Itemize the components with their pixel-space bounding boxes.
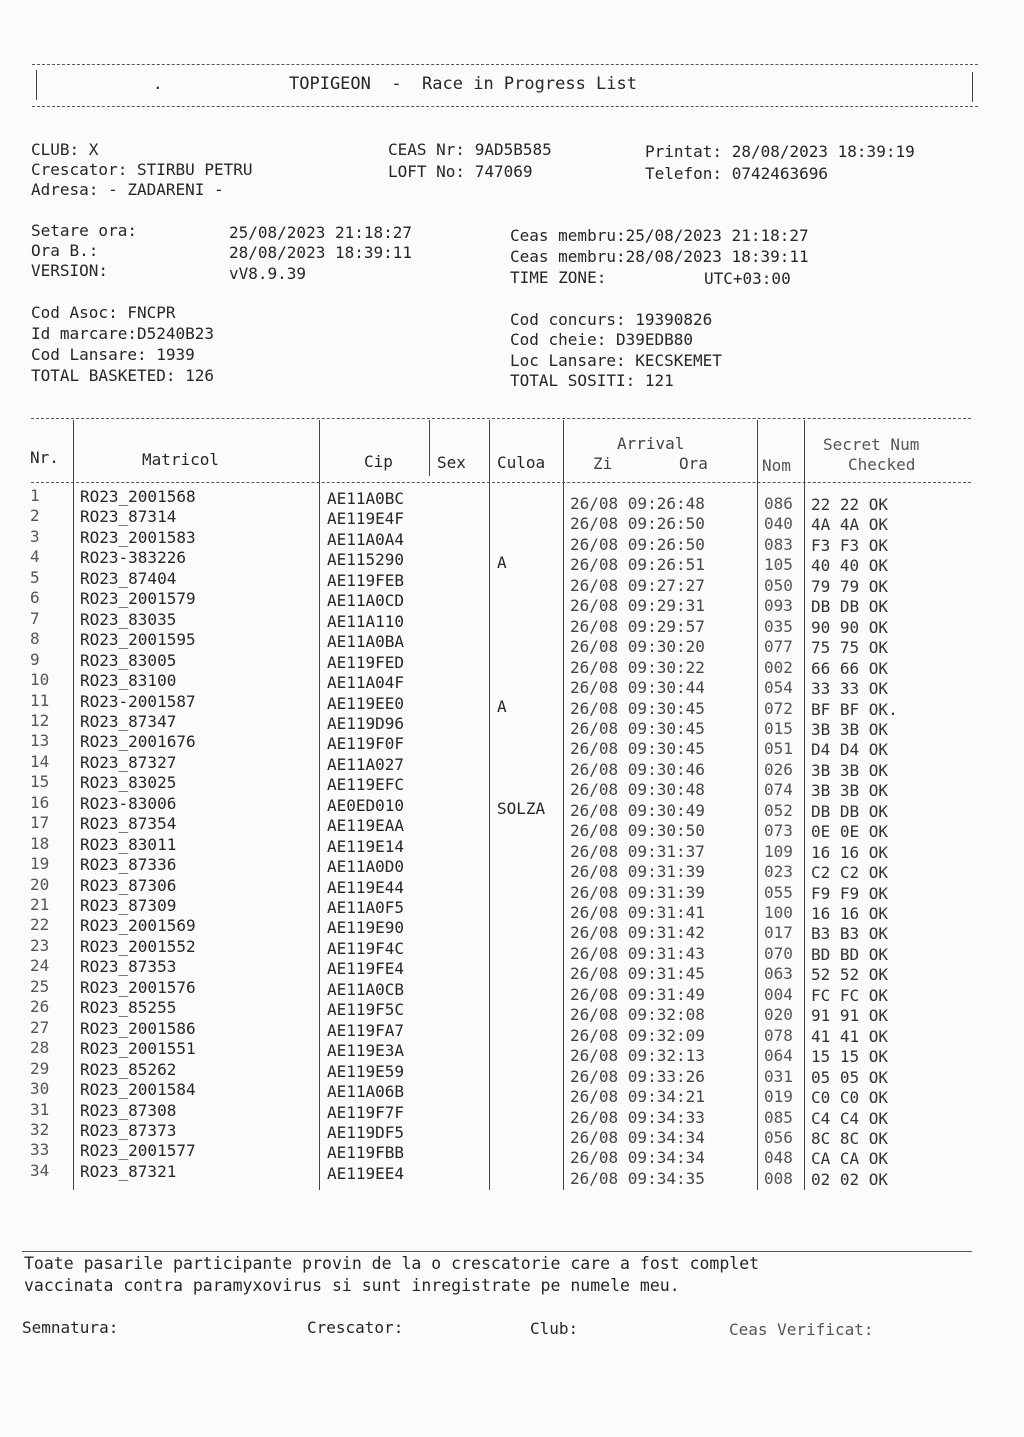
- row-cip: AE119FBB: [327, 1143, 405, 1163]
- row-matricol: RO23_83005: [80, 650, 177, 670]
- cod-lansare: Cod Lansare: 1939: [31, 345, 195, 364]
- row-nr: 25: [30, 976, 50, 996]
- table-row: [0, 649, 1024, 678]
- row-nom: 031: [764, 1066, 793, 1086]
- table-header-bottom-rule: [31, 482, 971, 483]
- row-nr: 9: [30, 649, 40, 669]
- row-cip: AE119EAA: [327, 816, 405, 836]
- row-nr: 18: [30, 833, 50, 853]
- row-nom: 020: [764, 1005, 793, 1025]
- row-matricol: RO23_2001584: [80, 1080, 196, 1100]
- crescator-signature-label: Crescator:: [307, 1318, 404, 1337]
- row-nom: 085: [764, 1107, 793, 1127]
- row-matricol: RO23_2001568: [80, 487, 196, 506]
- row-secret-check: 40 40 OK: [811, 556, 889, 576]
- row-nom: 054: [764, 678, 793, 698]
- row-nom: 035: [764, 616, 793, 636]
- setare-ora-label: Setare ora:: [31, 221, 137, 240]
- row-cip: AE119F7F: [327, 1102, 405, 1122]
- row-nr: 10: [30, 670, 50, 690]
- row-nom: 093: [764, 596, 793, 616]
- table-row: [0, 895, 1024, 923]
- row-matricol: RO23_87347: [80, 711, 177, 731]
- table-row: [0, 486, 1024, 514]
- row-arrival-time: 26/08 09:26:50: [570, 534, 705, 554]
- document-title: TOPIGEON - Race in Progress List: [289, 74, 637, 94]
- row-nom: 004: [764, 984, 793, 1004]
- row-matricol: RO23_87353: [80, 957, 177, 977]
- table-row: [0, 1058, 1024, 1087]
- row-nr: 11: [30, 690, 50, 710]
- row-cip: AE11A04F: [327, 673, 405, 693]
- row-matricol: RO23_85255: [80, 998, 177, 1018]
- table-row: [0, 1160, 1024, 1189]
- row-cip: AE11A0D0: [327, 857, 405, 877]
- row-matricol: RO23_87404: [80, 568, 177, 588]
- row-cip: AE119FE4: [327, 959, 405, 979]
- loft-no: LOFT No: 747069: [388, 162, 533, 181]
- time-zone-label: TIME ZONE:: [510, 268, 607, 287]
- cod-asoc: Cod Asoc: FNCPR: [31, 303, 176, 322]
- row-secret-check: B3 B3 OK: [811, 924, 889, 944]
- title-box-right: [972, 72, 973, 102]
- row-cip: AE119E14: [327, 836, 405, 856]
- table-row: [0, 1099, 1024, 1128]
- row-arrival-time: 26/08 09:30:44: [570, 678, 705, 698]
- row-secret-check: D4 D4 OK: [811, 740, 889, 760]
- title-dot: .: [153, 74, 163, 93]
- row-nom: 072: [764, 698, 793, 718]
- row-matricol: RO23_2001595: [80, 630, 196, 650]
- row-secret-check: DB DB OK: [811, 597, 889, 617]
- row-arrival-time: 26/08 09:26:51: [570, 555, 705, 575]
- row-matricol: RO23_2001569: [80, 916, 196, 936]
- table-header-top-rule: [31, 418, 971, 419]
- row-arrival-time: 26/08 09:27:27: [570, 575, 705, 595]
- row-arrival-time: 26/08 09:32:09: [570, 1025, 705, 1045]
- table-row: [0, 608, 1024, 637]
- row-arrival-time: 26/08 09:34:33: [570, 1107, 705, 1127]
- row-arrival-time: 26/08 09:34:34: [570, 1127, 705, 1147]
- row-nom: 083: [764, 534, 793, 554]
- row-cip: AE11A06B: [327, 1082, 405, 1102]
- row-secret-check: 91 91 OK: [811, 1006, 889, 1026]
- row-arrival-time: 26/08 09:34:35: [570, 1168, 705, 1188]
- table-row: [0, 1017, 1024, 1046]
- row-cip: AE11A0F5: [327, 898, 405, 917]
- row-nom: 015: [764, 718, 793, 738]
- row-secret-check: DB DB OK: [811, 801, 889, 821]
- table-row: [0, 690, 1024, 719]
- row-nom: 048: [764, 1148, 793, 1168]
- ceas-nr: CEAS Nr: 9AD5B585: [388, 140, 552, 159]
- row-cip: AE11A0A4: [327, 529, 405, 549]
- row-nr: 24: [30, 956, 50, 976]
- row-arrival-time: 26/08 09:26:50: [570, 514, 705, 534]
- row-nr: 23: [30, 935, 50, 955]
- row-secret-check: 02 02 OK: [811, 1169, 889, 1189]
- row-cip: AE11A0CB: [327, 979, 405, 999]
- row-nom: 063: [764, 964, 793, 984]
- table-row: [0, 997, 1024, 1026]
- footer-rule: [22, 1251, 972, 1252]
- row-nr: 14: [30, 751, 50, 771]
- row-cip: AE119FED: [327, 652, 405, 672]
- table-row: [0, 772, 1024, 801]
- semnatura-label: Semnatura:: [22, 1318, 119, 1337]
- table-row: [0, 854, 1024, 883]
- row-cip: AE119FEB: [327, 570, 405, 590]
- row-cip: AE119F0F: [327, 734, 405, 754]
- table-row: [0, 629, 1024, 658]
- row-cip: AE119EFC: [327, 775, 405, 795]
- row-secret-check: 3B 3B OK: [811, 781, 889, 801]
- row-nom: 064: [764, 1046, 793, 1066]
- table-row: [0, 813, 1024, 842]
- row-nom: 023: [764, 862, 793, 882]
- row-secret-check: F3 F3 OK: [811, 535, 889, 555]
- row-nom: 017: [764, 923, 793, 943]
- row-matricol: RO23_2001579: [80, 589, 196, 609]
- row-matricol: RO23_2001577: [80, 1141, 196, 1161]
- row-cip: AE119E4F: [327, 509, 405, 529]
- row-secret-check: F9 F9 OK: [811, 883, 889, 903]
- row-nr: 15: [30, 772, 50, 792]
- row-nom: 078: [764, 1025, 793, 1045]
- row-arrival-time: 26/08 09:34:21: [570, 1087, 705, 1107]
- row-nr: 5: [30, 567, 40, 587]
- row-arrival-time: 26/08 09:33:26: [570, 1066, 705, 1086]
- row-matricol: RO23_2001676: [80, 732, 196, 752]
- row-nr: 27: [30, 1017, 50, 1037]
- version-label: VERSION:: [31, 261, 109, 280]
- row-arrival-time: 26/08 09:30:48: [570, 780, 705, 800]
- row-secret-check: 8C 8C OK: [811, 1128, 889, 1148]
- table-row: [0, 670, 1024, 699]
- row-matricol: RO23_2001586: [80, 1018, 196, 1038]
- row-cip: AE11A0BA: [327, 632, 405, 652]
- row-arrival-time: 26/08 09:31:37: [570, 841, 705, 861]
- row-cip: AE119E90: [327, 918, 405, 938]
- row-cip: AE119D96: [327, 713, 405, 733]
- adresa: Adresa: - ZADARENI -: [31, 180, 224, 199]
- row-nr: 7: [30, 608, 40, 628]
- ceas-membru-1: Ceas membru:25/08/2023 21:18:27: [510, 226, 809, 245]
- row-secret-check: 3B 3B OK: [811, 719, 889, 739]
- table-row: [0, 547, 1024, 576]
- row-arrival-time: 26/08 09:29:31: [570, 596, 705, 616]
- row-arrival-time: 26/08 09:31:41: [570, 903, 705, 922]
- row-nom: 056: [764, 1127, 793, 1147]
- row-secret-check: BF BF OK.: [811, 699, 898, 719]
- row-cip: AE119EE0: [327, 693, 405, 713]
- table-row: [0, 506, 1024, 535]
- ceas-verificat-label: Ceas Verificat:: [729, 1320, 874, 1339]
- statement-line-1: Toate pasarile participante provin de la o crescatorie care a fost complet: [24, 1254, 760, 1273]
- row-nom: 002: [764, 657, 793, 677]
- table-row: [0, 731, 1024, 760]
- table-row: [0, 874, 1024, 903]
- row-nr: 22: [30, 915, 50, 935]
- total-sositi: TOTAL SOSITI: 121: [510, 371, 674, 390]
- row-secret-check: C0 C0 OK: [811, 1088, 889, 1108]
- row-secret-check: 52 52 OK: [811, 965, 889, 985]
- table-row: [0, 710, 1024, 739]
- row-nr: 33: [30, 1140, 50, 1160]
- row-secret-check: 33 33 OK: [811, 679, 889, 699]
- row-matricol: RO23_87321: [80, 1161, 177, 1181]
- row-secret-check: 90 90 OK: [811, 617, 889, 637]
- col-header-nr: Nr.: [30, 448, 59, 467]
- table-row: [0, 526, 1024, 555]
- row-nr: 31: [30, 1099, 50, 1119]
- row-matricol: RO23_87308: [80, 1100, 177, 1120]
- table-row: [0, 976, 1024, 1005]
- row-arrival-time: 26/08 09:30:46: [570, 759, 705, 779]
- row-cip: AE119F4C: [327, 938, 405, 958]
- row-nom: 026: [764, 759, 793, 779]
- row-nr: 29: [30, 1058, 50, 1078]
- row-arrival-time: 26/08 09:32:13: [570, 1046, 705, 1066]
- row-secret-check: 0E 0E OK: [811, 822, 889, 842]
- row-matricol: RO23_2001576: [80, 977, 196, 997]
- row-nr: 3: [30, 526, 40, 546]
- row-matricol: RO23-2001587: [80, 691, 196, 711]
- row-secret-check: 15 15 OK: [811, 1047, 889, 1067]
- row-nr: 21: [30, 895, 50, 914]
- row-matricol: RO23_87327: [80, 752, 177, 772]
- telefon: Telefon: 0742463696: [645, 164, 829, 183]
- row-secret-check: FC FC OK: [811, 985, 889, 1005]
- row-nom: 100: [764, 903, 793, 922]
- row-nom: 019: [764, 1087, 793, 1107]
- cod-cheie: Cod cheie: D39EDB80: [510, 330, 694, 349]
- row-culoa: A: [497, 696, 507, 716]
- row-cip: AE11A0BC: [327, 489, 405, 508]
- row-arrival-time: 26/08 09:30:45: [570, 718, 705, 738]
- col-header-sex: Sex: [437, 453, 466, 472]
- row-nom: 074: [764, 780, 793, 800]
- col-header-zi: Zi: [593, 454, 613, 473]
- col-header-cip: Cip: [364, 452, 393, 471]
- ceas-membru-2: Ceas membru:28/08/2023 18:39:11: [510, 247, 809, 266]
- row-secret-check: 3B 3B OK: [811, 760, 889, 780]
- row-cip: AE119E59: [327, 1061, 405, 1081]
- row-secret-check: C2 C2 OK: [811, 863, 889, 883]
- row-matricol: RO23_83100: [80, 671, 177, 691]
- row-arrival-time: 26/08 09:30:49: [570, 800, 705, 820]
- row-nom: 077: [764, 637, 793, 657]
- row-nr: 12: [30, 710, 50, 730]
- row-secret-check: 75 75 OK: [811, 638, 889, 658]
- row-cip: AE11A027: [327, 754, 405, 774]
- row-cip: AE119FA7: [327, 1020, 405, 1040]
- row-nr: 32: [30, 1119, 50, 1139]
- row-arrival-time: 26/08 09:31:39: [570, 862, 705, 882]
- row-cip: AE115290: [327, 550, 405, 570]
- row-nr: 28: [30, 1038, 50, 1058]
- time-zone-value: UTC+03:00: [704, 269, 791, 288]
- col-header-secret-num: Secret Num: [823, 435, 920, 454]
- row-arrival-time: 26/08 09:26:48: [570, 494, 705, 513]
- row-arrival-time: 26/08 09:32:08: [570, 1005, 705, 1025]
- row-nom: 105: [764, 555, 793, 575]
- row-culoa: A: [497, 553, 507, 573]
- col-header-matricol: Matricol: [142, 450, 220, 469]
- ora-b-value: 28/08/2023 18:39:11: [229, 243, 413, 262]
- row-culoa: SOLZA: [497, 798, 546, 818]
- row-secret-check: 16 16 OK: [811, 842, 889, 862]
- setare-ora-value: 25/08/2023 21:18:27: [229, 223, 413, 242]
- row-cip: AE11A110: [327, 611, 405, 631]
- club-signature-label: Club:: [530, 1319, 579, 1338]
- title-box-left: [36, 70, 37, 100]
- row-nom: 050: [764, 575, 793, 595]
- ora-b-label: Ora B.:: [31, 241, 99, 260]
- table-row: [0, 1119, 1024, 1148]
- row-nom: 070: [764, 943, 793, 963]
- table-row: [0, 833, 1024, 862]
- col-header-checked: Checked: [848, 455, 916, 474]
- row-matricol: RO23_87336: [80, 855, 177, 875]
- row-secret-check: 16 16 OK: [811, 904, 889, 923]
- row-arrival-time: 26/08 09:30:22: [570, 657, 705, 677]
- row-matricol: RO23_2001551: [80, 1039, 196, 1059]
- row-secret-check: 05 05 OK: [811, 1067, 889, 1087]
- row-arrival-time: 26/08 09:31:42: [570, 923, 705, 943]
- row-nr: 2: [30, 506, 40, 526]
- row-matricol: RO23-83006: [80, 793, 177, 813]
- row-nom: 040: [764, 514, 793, 534]
- version-value: vV8.9.39: [229, 264, 307, 283]
- row-arrival-time: 26/08 09:31:45: [570, 964, 705, 984]
- col-header-ora: Ora: [679, 454, 708, 473]
- row-arrival-time: 26/08 09:30:45: [570, 739, 705, 759]
- table-row: [0, 915, 1024, 944]
- table-row: [0, 1079, 1024, 1108]
- row-nr: 34: [30, 1160, 50, 1180]
- row-secret-check: 4A 4A OK: [811, 515, 889, 535]
- table-row: [0, 792, 1024, 821]
- row-nr: 6: [30, 588, 40, 608]
- row-arrival-time: 26/08 09:29:57: [570, 616, 705, 636]
- row-arrival-time: 26/08 09:31:49: [570, 984, 705, 1004]
- table-row: [0, 956, 1024, 985]
- title-box-top: [32, 64, 978, 65]
- row-matricol: RO23_85262: [80, 1059, 177, 1079]
- row-nom: 008: [764, 1168, 793, 1188]
- row-nom: 109: [764, 841, 793, 861]
- row-nr: 8: [30, 629, 40, 649]
- row-matricol: RO23_87314: [80, 507, 177, 527]
- row-nom: 073: [764, 821, 793, 841]
- table-row: [0, 1140, 1024, 1169]
- row-cip: AE119DF5: [327, 1122, 405, 1142]
- title-box-bottom: [32, 106, 978, 107]
- row-matricol: RO23_83011: [80, 834, 177, 854]
- id-marcare: Id marcare:D5240B23: [31, 324, 215, 343]
- row-nom: 052: [764, 800, 793, 820]
- col-header-culoa: Culoa: [497, 453, 546, 472]
- row-nr: 26: [30, 997, 50, 1017]
- row-nr: 1: [30, 486, 40, 505]
- row-arrival-time: 26/08 09:31:39: [570, 882, 705, 902]
- statement-line-2: vaccinata contra paramyxovirus si sunt inregistrate pe numele meu.: [24, 1276, 680, 1295]
- row-arrival-time: 26/08 09:31:43: [570, 943, 705, 963]
- row-secret-check: 66 66 OK: [811, 658, 889, 678]
- row-cip: AE119F5C: [327, 1000, 405, 1020]
- row-nom: 086: [764, 494, 793, 513]
- row-nr: 20: [30, 874, 50, 894]
- col-sep-cip: [429, 420, 430, 476]
- row-nr: 4: [30, 547, 40, 567]
- row-nom: 055: [764, 882, 793, 902]
- table-row: [0, 1038, 1024, 1067]
- row-cip: AE0ED010: [327, 795, 405, 815]
- row-secret-check: BD BD OK: [811, 944, 889, 964]
- row-nom: 051: [764, 739, 793, 759]
- row-cip: AE119EE4: [327, 1163, 405, 1183]
- row-matricol: RO23_83025: [80, 773, 177, 793]
- row-nr: 30: [30, 1079, 50, 1099]
- row-matricol: RO23-383226: [80, 548, 186, 568]
- row-matricol: RO23_87306: [80, 875, 177, 895]
- row-matricol: RO23_87373: [80, 1120, 177, 1140]
- club: CLUB: X: [31, 140, 99, 159]
- col-header-nom: Nom: [762, 456, 791, 475]
- row-nr: 19: [30, 854, 50, 874]
- table-row: [0, 588, 1024, 617]
- row-arrival-time: 26/08 09:30:45: [570, 698, 705, 718]
- printat: Printat: 28/08/2023 18:39:19: [645, 142, 915, 161]
- row-nr: 16: [30, 792, 50, 812]
- row-secret-check: 41 41 OK: [811, 1026, 889, 1046]
- row-matricol: RO23_83035: [80, 609, 177, 629]
- crescator: Crescator: STIRBU PETRU: [31, 160, 253, 179]
- cod-concurs: Cod concurs: 19390826: [510, 310, 713, 329]
- row-secret-check: CA CA OK: [811, 1149, 889, 1169]
- row-cip: AE119E44: [327, 877, 405, 897]
- row-matricol: RO23_87309: [80, 896, 177, 915]
- row-secret-check: 22 22 OK: [811, 495, 889, 514]
- row-secret-check: C4 C4 OK: [811, 1108, 889, 1128]
- col-header-arrival: Arrival: [617, 434, 685, 453]
- row-nr: 13: [30, 731, 50, 751]
- row-matricol: RO23_2001552: [80, 936, 196, 956]
- row-cip: AE11A0CD: [327, 591, 405, 611]
- row-matricol: RO23_87354: [80, 814, 177, 834]
- table-row: [0, 751, 1024, 780]
- row-arrival-time: 26/08 09:34:34: [570, 1148, 705, 1168]
- row-cip: AE119E3A: [327, 1041, 405, 1061]
- row-matricol: RO23_2001583: [80, 527, 196, 547]
- table-row: [0, 935, 1024, 964]
- row-arrival-time: 26/08 09:30:50: [570, 821, 705, 841]
- row-nr: 17: [30, 813, 50, 833]
- table-row: [0, 567, 1024, 596]
- total-basketed: TOTAL BASKETED: 126: [31, 366, 215, 385]
- row-secret-check: 79 79 OK: [811, 576, 889, 596]
- loc-lansare: Loc Lansare: KECSKEMET: [510, 351, 722, 370]
- row-arrival-time: 26/08 09:30:20: [570, 637, 705, 657]
